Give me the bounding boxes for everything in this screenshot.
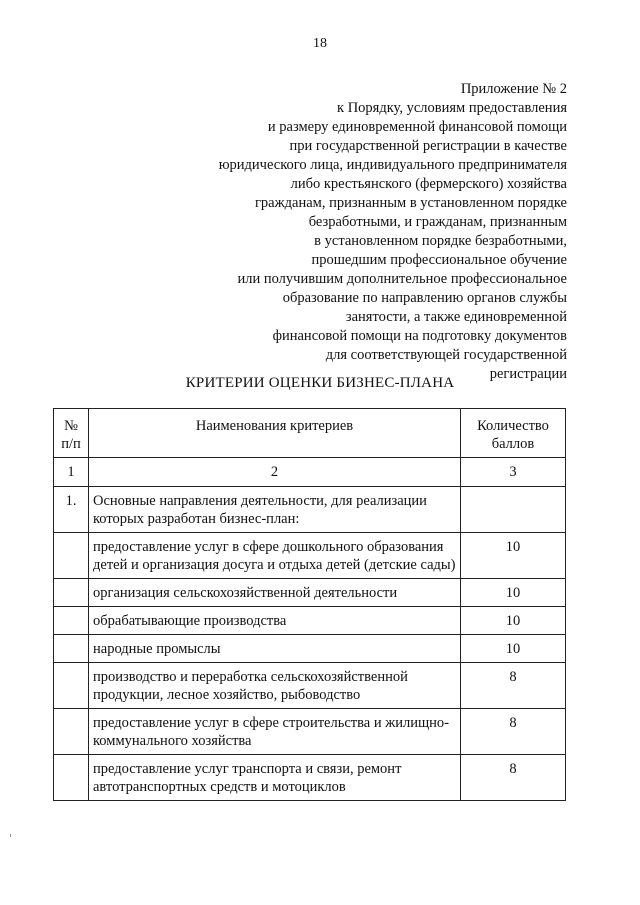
appendix-line: гражданам, признанным в установленном порядке xyxy=(254,195,567,211)
page-number: 18 xyxy=(313,36,327,51)
column-index-cell: 2 xyxy=(89,458,461,487)
criteria-table xyxy=(53,408,566,801)
row-number xyxy=(54,709,89,755)
header-points-text: Количество баллов xyxy=(477,418,549,452)
column-index-cell: 3 xyxy=(461,458,566,487)
appendix-line: и размеру единовременной финансовой помощи xyxy=(267,119,567,135)
header-number xyxy=(54,409,89,458)
criterion-name: народные промыслы xyxy=(89,635,461,663)
criterion-name: обрабатывающие производства xyxy=(89,607,461,635)
column-index-row xyxy=(54,458,566,487)
document-title: КРИТЕРИИ ОЦЕНКИ БИЗНЕС-ПЛАНА xyxy=(185,375,455,391)
table-header-row xyxy=(54,409,566,458)
row-number xyxy=(54,635,89,663)
column-index-cell: 1 xyxy=(54,458,89,487)
row-number xyxy=(54,533,89,579)
criterion-points: 10 xyxy=(461,635,566,663)
row-number xyxy=(54,579,89,607)
appendix-line: безработными, и гражданам, признанным xyxy=(308,214,567,230)
table-row xyxy=(54,579,566,607)
criterion-points xyxy=(461,487,566,533)
table-row xyxy=(54,663,566,709)
row-number xyxy=(54,607,89,635)
header-points xyxy=(461,409,566,458)
criterion-name: Основные направления деятельности, для реализации которых разработан бизнес-план: xyxy=(89,487,461,533)
table-row xyxy=(54,533,566,579)
appendix-line: финансовой помощи на подготовку документов xyxy=(272,328,567,344)
criterion-points: 8 xyxy=(461,709,566,755)
criterion-points: 8 xyxy=(461,755,566,801)
appendix-line: занятости, а также единовременной xyxy=(345,309,567,325)
appendix-line: или получившим дополнительное профессиональное xyxy=(237,271,567,287)
appendix-line: либо крестьянского (фермерского) хозяйства xyxy=(290,176,567,192)
table-row xyxy=(54,487,566,533)
appendix-line: образование по направлению органов службы xyxy=(282,290,567,306)
appendix-line: регистрации xyxy=(489,366,567,382)
appendix-line: Приложение № 2 xyxy=(460,81,567,97)
criterion-points: 8 xyxy=(461,663,566,709)
criterion-points: 10 xyxy=(461,607,566,635)
appendix-line: при государственной регистрации в качестве xyxy=(289,138,567,154)
criterion-points: 10 xyxy=(461,579,566,607)
appendix-header xyxy=(147,80,567,384)
header-criteria-name: Наименования критериев xyxy=(89,409,461,458)
appendix-line: прошедшим профессиональное обучение xyxy=(311,252,567,268)
table-row xyxy=(54,709,566,755)
criterion-name: предоставление услуг в сфере строительства и жилищно-коммунального хозяйства xyxy=(89,709,461,755)
criterion-name: организация сельскохозяйственной деятельности xyxy=(89,579,461,607)
criterion-name: предоставление услуг в сфере дошкольного образования детей и организация досуга и отдыха детей (детские сады) xyxy=(89,533,461,579)
row-number: 1. xyxy=(54,487,89,533)
table-row xyxy=(54,607,566,635)
criterion-points: 10 xyxy=(461,533,566,579)
appendix-line: юридического лица, индивидуального предпринимателя xyxy=(218,157,567,173)
table-row xyxy=(54,635,566,663)
row-number xyxy=(54,755,89,801)
criterion-name: производство и переработка сельскохозяйственной продукции, лесное хозяйство, рыбоводство xyxy=(89,663,461,709)
criterion-name: предоставление услуг транспорта и связи, ремонт автотранспортных средств и мотоциклов xyxy=(89,755,461,801)
scan-mark xyxy=(10,834,11,837)
row-number xyxy=(54,663,89,709)
appendix-line: в установленном порядке безработными, xyxy=(314,233,567,249)
header-number-text: № п/п xyxy=(61,418,81,452)
appendix-line: для соответствующей государственной xyxy=(325,347,567,363)
appendix-line: к Порядку, условиям предоставления xyxy=(337,100,567,116)
table-row xyxy=(54,755,566,801)
